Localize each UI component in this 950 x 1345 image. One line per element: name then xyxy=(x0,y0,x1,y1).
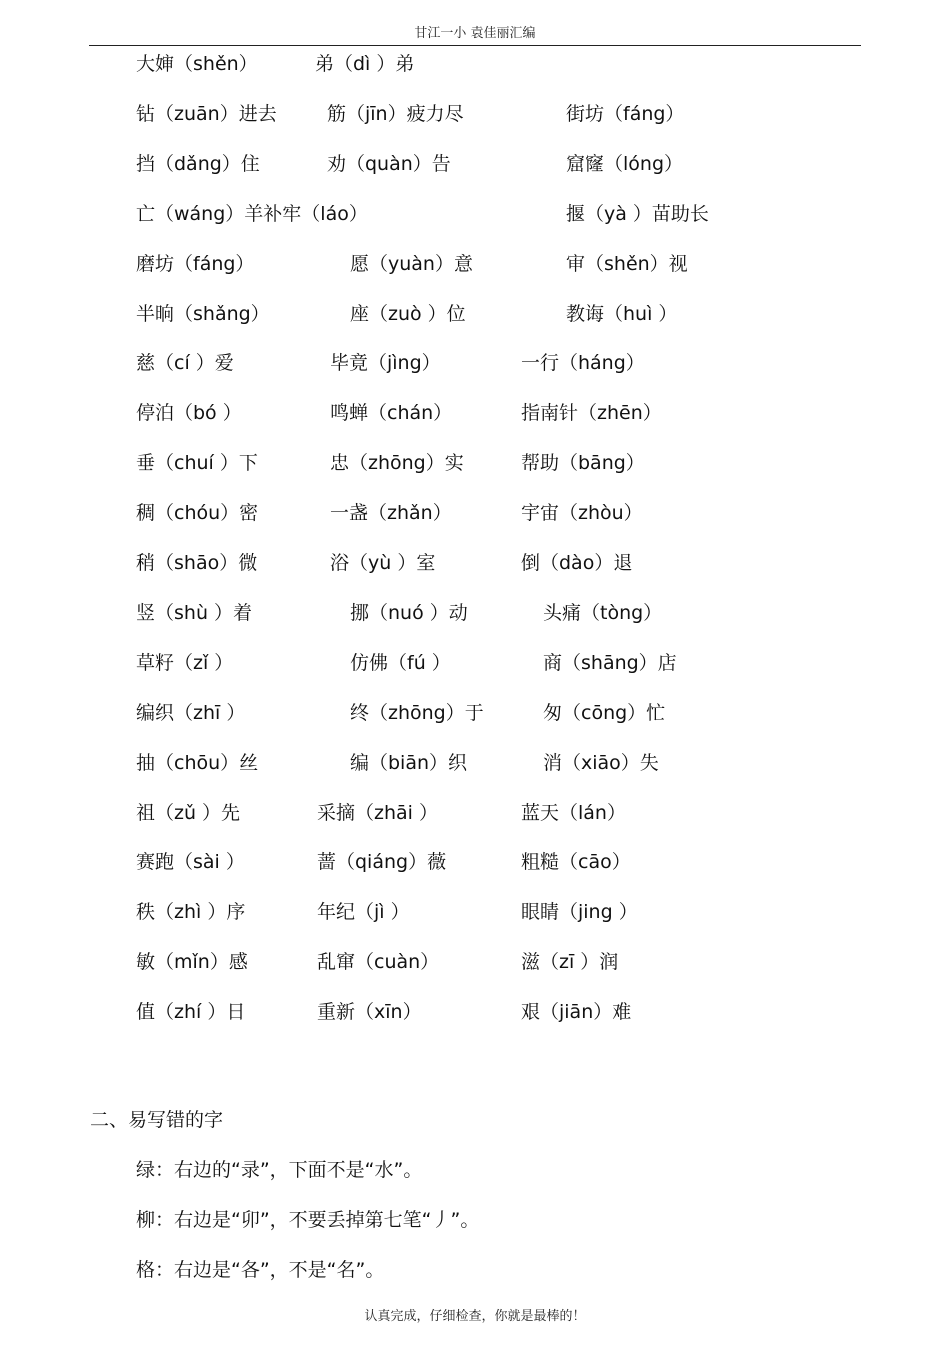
vocab-entry: 筋（jīn）疲力尽 xyxy=(327,102,464,125)
vocab-entry: 窟窿（lóng） xyxy=(566,152,684,175)
vocab-entry: 竖（shù ）着 xyxy=(136,601,253,624)
vocab-row xyxy=(0,498,950,528)
vocab-entry: 停泊（bó ） xyxy=(136,402,242,425)
vocab-entry: 重新（xīn） xyxy=(317,1001,422,1024)
vocab-entry: 蔷（qiáng）薇 xyxy=(317,851,447,874)
vocab-entry: 稠（chóu）密 xyxy=(136,502,259,525)
vocab-entry: 稍（shāo）微 xyxy=(136,552,258,574)
vocab-entry: 乱窜（cuàn） xyxy=(317,951,440,974)
vocab-entry: 宇宙（zhòu） xyxy=(521,502,643,525)
vocab-entry: 赛跑（sài ） xyxy=(136,851,245,874)
page-header: 甘江一小 袁佳丽汇编 xyxy=(414,26,536,41)
section-title: 二、易写错的字 xyxy=(90,1109,224,1131)
vocab-entry: 编织（zhī ） xyxy=(136,701,246,724)
vocab-entry: 祖（zǔ ）先 xyxy=(136,801,241,824)
vocab-entry: 半晌（shǎng） xyxy=(136,302,270,325)
vocab-entry: 教诲（huì ） xyxy=(566,302,678,325)
vocab-entry: 蓝天（lán） xyxy=(521,801,626,824)
vocab-entry: 指南针（zhēn） xyxy=(521,402,662,425)
vocab-entry: 挡（dǎng）住 xyxy=(136,152,260,175)
vocab-entry: 揠（yà ）苗助长 xyxy=(566,202,709,225)
vocab-entry: 审（shěn）视 xyxy=(566,252,688,275)
vocab-row xyxy=(0,997,950,1027)
vocab-row xyxy=(0,698,950,728)
vocab-entry: 一行（háng） xyxy=(521,352,645,375)
vocab-row xyxy=(0,99,950,129)
vocab-entry: 毕竟（jìng） xyxy=(330,352,441,375)
vocab-entry: 滋（zī ）润 xyxy=(521,951,619,974)
vocab-entry: 值（zhí ）日 xyxy=(136,1001,246,1024)
vocab-entry: 敏（mǐn）感 xyxy=(136,951,248,974)
vocab-entry: 眼睛（jing ） xyxy=(521,901,638,924)
header-divider xyxy=(89,45,861,46)
vocab-entry: 终（zhōng）于 xyxy=(350,701,484,724)
vocab-row xyxy=(0,348,950,378)
vocab-row xyxy=(0,548,950,578)
vocab-row xyxy=(0,847,950,877)
vocab-entry: 鸣蝉（chán） xyxy=(330,402,453,425)
vocab-row xyxy=(0,598,950,628)
vocab-entry: 编（biān）织 xyxy=(350,751,468,774)
vocab-entry: 帮助（bāng） xyxy=(521,452,645,475)
vocab-entry: 头痛（tòng） xyxy=(543,601,663,624)
vocab-row xyxy=(0,947,950,977)
vocab-entry: 忠（zhōng）实 xyxy=(330,452,464,475)
vocab-row xyxy=(0,299,950,329)
vocab-entry: 挪（nuó ）动 xyxy=(350,601,468,624)
vocab-entry: 采摘（zhāi ） xyxy=(317,801,438,824)
vocab-row xyxy=(0,398,950,428)
page-footer: 认真完成，仔细检查，你就是最棒的！ xyxy=(364,1309,586,1324)
note-item: 柳：右边是“卯”，不要丢掉第七笔“丿”。 xyxy=(136,1209,480,1231)
vocab-entry: 草籽（zǐ ） xyxy=(136,651,234,674)
vocab-entry: 亡（wáng）羊补牢（láo） xyxy=(136,202,368,225)
vocab-entry: 倒（dào）退 xyxy=(521,552,633,574)
vocab-row xyxy=(0,149,950,179)
vocab-entry: 抽（chōu）丝 xyxy=(136,751,259,774)
vocab-entry: 座（zuò ）位 xyxy=(350,302,466,325)
vocab-entry: 商（shāng）店 xyxy=(543,651,677,674)
vocab-entry: 粗糙（cāo） xyxy=(521,851,631,874)
vocab-entry: 年纪（jì ） xyxy=(317,901,410,924)
note-item: 格：右边是“各”，不是“名”。 xyxy=(136,1259,385,1281)
vocab-row xyxy=(0,49,950,79)
vocab-entry: 大婶（shěn） xyxy=(136,53,258,75)
vocab-entry: 秩（zhì ）序 xyxy=(136,901,246,924)
vocab-entry: 消（xiāo）失 xyxy=(543,751,659,774)
vocab-entry: 艰（jiān）难 xyxy=(521,1001,632,1024)
vocab-entry: 仿佛（fú ） xyxy=(350,651,451,674)
vocab-entry: 匆（cōng）忙 xyxy=(543,701,666,724)
vocab-row xyxy=(0,249,950,279)
vocab-row xyxy=(0,448,950,478)
vocab-entry: 弟（dì ）弟 xyxy=(315,53,415,75)
vocab-row xyxy=(0,648,950,678)
vocab-row xyxy=(0,897,950,927)
note-item: 绿：右边的“录”，下面不是“水”。 xyxy=(136,1159,423,1181)
vocab-row xyxy=(0,199,950,229)
vocab-entry: 浴（yù ）室 xyxy=(330,552,436,574)
vocab-entry: 劝（quàn）告 xyxy=(327,152,451,175)
vocab-row xyxy=(0,748,950,778)
vocab-entry: 钻（zuān）进去 xyxy=(136,102,277,125)
vocab-entry: 慈（cí ）爱 xyxy=(136,352,234,375)
vocab-entry: 磨坊（fáng） xyxy=(136,252,255,275)
vocab-entry: 一盏（zhǎn） xyxy=(330,502,452,525)
vocab-row xyxy=(0,798,950,828)
vocab-entry: 愿（yuàn）意 xyxy=(350,252,473,275)
vocab-entry: 街坊（fáng） xyxy=(566,102,685,125)
vocab-entry: 垂（chuí ）下 xyxy=(136,452,258,475)
